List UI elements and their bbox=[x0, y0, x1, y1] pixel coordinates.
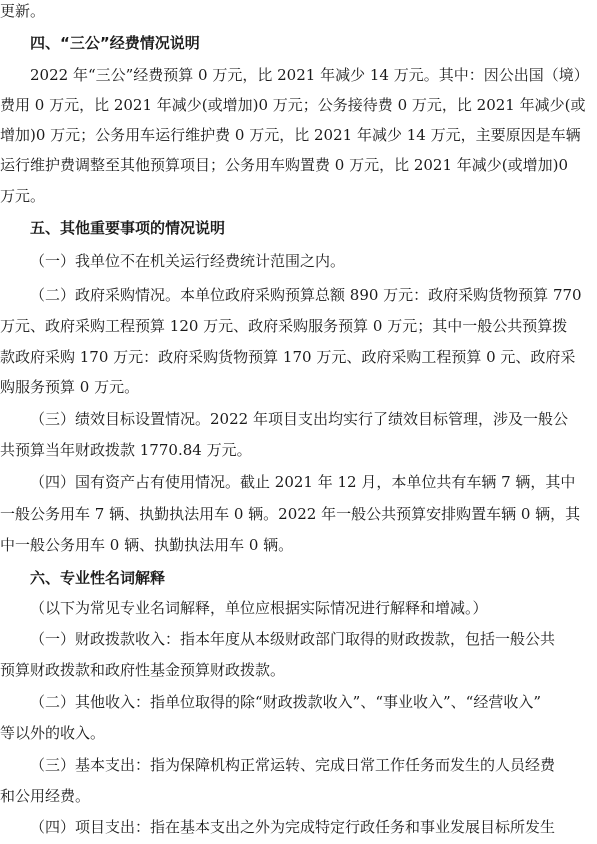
paragraph-line: 增加)0 万元；公务用车运行维护费 0 万元，比 2021 年减少 14 万元，主要原因是车辆 bbox=[0, 126, 581, 144]
paragraph-line: （三）基本支出：指为保障机构正常运转、完成日常工作任务而发生的人员经费 bbox=[30, 756, 556, 774]
paragraph-line: （一）我单位不在机关运行经费统计范围之内。 bbox=[30, 252, 346, 270]
paragraph-line: 万元、政府采购工程预算 120 万元、政府采购服务预算 0 万元；其中一般公共预算拨 bbox=[0, 317, 568, 335]
paragraph-line: （三）绩效目标设置情况。2022 年项目支出均实行了绩效目标管理，涉及一般公 bbox=[30, 410, 568, 428]
paragraph-line: 运行维护费调整至其他预算项目；公务用车购置费 0 万元，比 2021 年减少(或增加)0 bbox=[0, 156, 569, 174]
paragraph-line: 中一般公务用车 0 辆、执勤执法用车 0 辆。 bbox=[0, 536, 294, 554]
section-heading-other-matters: 五、其他重要事项的情况说明 bbox=[30, 219, 226, 237]
paragraph-line: 费用 0 万元，比 2021 年减少(或增加)0 万元；公务接待费 0 万元，比 2021 年减少(或 bbox=[0, 96, 586, 114]
paragraph-line: （四）项目支出：指在基本支出之外为完成特定行政任务和事业发展目标所发生 bbox=[30, 818, 556, 836]
section-heading-terminology: 六、专业性名词解释 bbox=[30, 569, 166, 587]
paragraph-line: 等以外的收入。 bbox=[0, 724, 106, 742]
paragraph-line: 一般公务用车 7 辆、执勤执法用车 0 辆。2022 年一般公共预算安排购置车辆 0 辆，其 bbox=[0, 505, 581, 523]
paragraph-line: 共预算当年财政拨款 1770.84 万元。 bbox=[0, 441, 252, 459]
paragraph-line: （一）财政拨款收入：指本年度从本级财政部门取得的财政拨款，包括一般公共 bbox=[30, 630, 556, 648]
text-line: 更新。 bbox=[0, 2, 46, 20]
paragraph-line: 和公用经费。 bbox=[0, 787, 91, 805]
paragraph-line: 万元。 bbox=[0, 187, 46, 205]
paragraph-line: （二）其他收入：指单位取得的除“财政拨款收入”、“事业收入”、“经营收入” bbox=[30, 693, 542, 711]
paragraph-line: （以下为常见专业名词解释，单位应根据实际情况进行解释和增减。） bbox=[30, 599, 488, 617]
paragraph-line: （四）国有资产占有使用情况。截止 2021 年 12 月，本单位共有车辆 7 辆，其中 bbox=[30, 473, 576, 491]
paragraph-line: （二）政府采购情况。本单位政府采购预算总额 890 万元：政府采购货物预算 770 bbox=[30, 286, 582, 304]
paragraph-line: 购服务预算 0 万元。 bbox=[0, 378, 140, 396]
paragraph-line: 预算财政拨款和政府性基金预算财政拨款。 bbox=[0, 661, 286, 679]
paragraph-line: 2022 年“三公”经费预算 0 万元，比 2021 年减少 14 万元。其中：因公出国（境） bbox=[30, 66, 589, 84]
section-heading-sangong: 四、“三公”经费情况说明 bbox=[30, 34, 200, 52]
paragraph-line: 款政府采购 170 万元：政府采购货物预算 170 万元、政府采购工程预算 0 元、政府采 bbox=[0, 348, 576, 366]
